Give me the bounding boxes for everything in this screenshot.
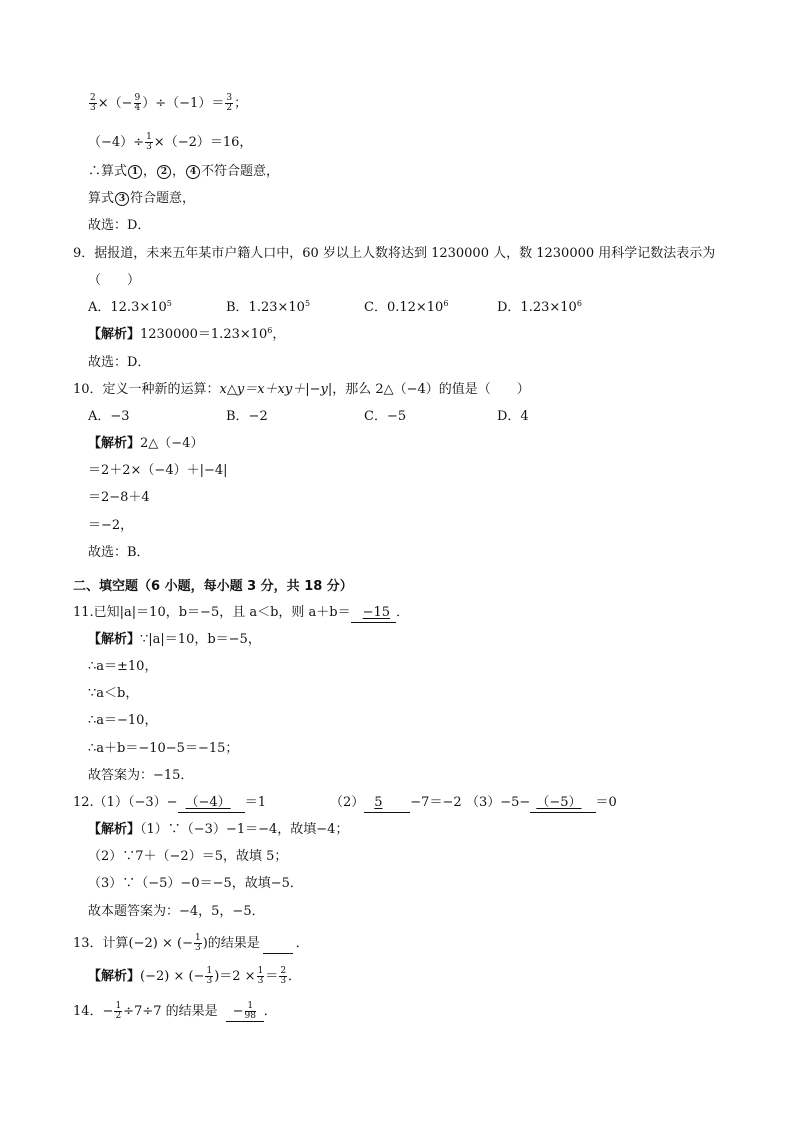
fraction: $\frac{1}{2}$ (115, 1001, 122, 1021)
fraction: $\frac{1}{3}$ (257, 966, 264, 986)
solution-line-3: ∴算式 1 ， 2 ， 4 不符合题意， (88, 164, 280, 179)
question-9-paren: （ ） (88, 273, 141, 288)
question-9: 9．据报道，未来五年某市户籍人口中，60 岁以上人数将达到 1230000 人，数 1230000 用科学记数法表示为 (73, 246, 716, 261)
solution-12-1: 【解析】（1）∵（−3）−1＝−4，故填−4； (88, 822, 349, 837)
solution-10-2: ＝2＋2×（−4）＋|−4| (88, 463, 228, 478)
fraction: $\frac{2}{3}$ (90, 93, 96, 113)
option-a: A．−3 (88, 409, 130, 424)
solution-10-3: ＝2−8＋4 (88, 490, 150, 505)
fraction: $\frac{9}{4}$ (134, 93, 141, 113)
option-b: B．−2 (226, 409, 268, 424)
section-heading: 二、填空题（6 小题，每小题 3 分，共 18 分） (73, 579, 353, 594)
answer-blank: （−5） (530, 794, 595, 813)
answer-blank: − $\frac{1}{98}$ (226, 1002, 264, 1022)
answer-blank: 5 (364, 794, 410, 813)
question-12-part-2: （2） 5 −7＝−2 (330, 794, 462, 813)
solution-10-4: ＝−2， (88, 518, 134, 533)
solution-12-2: （2）∵7＋（−2）＝5，故填 5； (88, 849, 288, 864)
solution-13: 【解析】(−2) × (− $\frac{1}{3}$ )＝2 × $\frac{1}{3}$ ＝ $\frac{2}{3}$ ． (88, 966, 302, 986)
circled-number: 3 (115, 192, 129, 206)
answer-blank: −15 (351, 604, 396, 623)
question-12-part-3: （3）−5− （−5） ＝0 (466, 794, 617, 813)
solution-12-3: （3）∵（−5）−0＝−5，故填−5． (88, 876, 303, 891)
solution-11-1: 【解析】∵|a|＝10，b＝−5， (88, 632, 261, 647)
solution-10-1: 【解析】2△（−4） (88, 436, 204, 451)
solution-9: 【解析】$1230000=1.23\times 10^6$， (88, 326, 286, 342)
answer-12: 故本题答案为：−4，5，−5． (88, 904, 265, 919)
answer-blank: （−4） (178, 794, 245, 813)
answer-11: 故答案为：−15． (88, 768, 194, 783)
solution-11-4: ∴a＝−10， (88, 713, 158, 728)
option-c: C．$0.12\times 10^6$ (364, 299, 449, 315)
option-b: B．$1.23\times 10^5$ (226, 299, 311, 315)
question-13: 13．计算(−2) × (− $\frac{1}{3}$ )的结果是 ． (73, 933, 309, 953)
option-c: C．−5 (364, 409, 407, 424)
solution-11-5: ∴a＋b＝−10−5＝−15； (88, 741, 239, 756)
fraction: $\frac{1}{3}$ (146, 132, 152, 152)
option-d: D．4 (497, 409, 529, 424)
circled-number: 2 (157, 165, 171, 179)
answer-10: 故选：B． (88, 545, 150, 560)
solution-11-3: ∵a＜b， (88, 686, 139, 701)
option-d: D．$1.23\times 10^6$ (497, 299, 582, 315)
fraction: $\frac{1}{3}$ (206, 966, 213, 986)
circled-number: 4 (186, 165, 200, 179)
question-14: 14．− $\frac{1}{2}$ ÷7÷7 的结果是 − $\frac{1}{98}$ ． (73, 1001, 277, 1021)
answer-blank (263, 935, 293, 954)
question-12: 12.（1）（−3）− （−4） ＝1 (73, 794, 266, 813)
solution-11-2: ∴a＝±10， (88, 659, 158, 674)
question-11: 11.已知|a|＝10，b＝−5，且 a＜b，则 a＋b＝ −15 ． (73, 604, 409, 623)
fraction: $\frac{3}{2}$ (226, 93, 233, 113)
option-a: A．$12.3\times 10^5$ (88, 299, 172, 315)
fraction: $\frac{2}{3}$ (280, 966, 287, 986)
fraction: $\frac{1}{3}$ (194, 933, 201, 953)
solution-line-4: 算式 3 符合题意， (88, 191, 196, 206)
question-10: 10．定义一种新的运算：x△y＝x＋xy＋|−y|，那么 2△（−4）的值是（ ） (73, 382, 530, 397)
answer-9: 故选：D． (88, 355, 151, 370)
circled-number: 1 (128, 165, 142, 179)
solution-line-1: $\frac{2}{3}$ ×（− $\frac{9}{4}$ ）÷（−1）＝ $\frac{3}{2}$ ； (90, 93, 248, 113)
answer-line: 故选：D． (88, 218, 151, 233)
solution-line-2: （−4）÷ $\frac{1}{3}$ ×（−2）＝16， (88, 132, 253, 152)
fraction: $\frac{1}{98}$ (244, 1001, 256, 1021)
